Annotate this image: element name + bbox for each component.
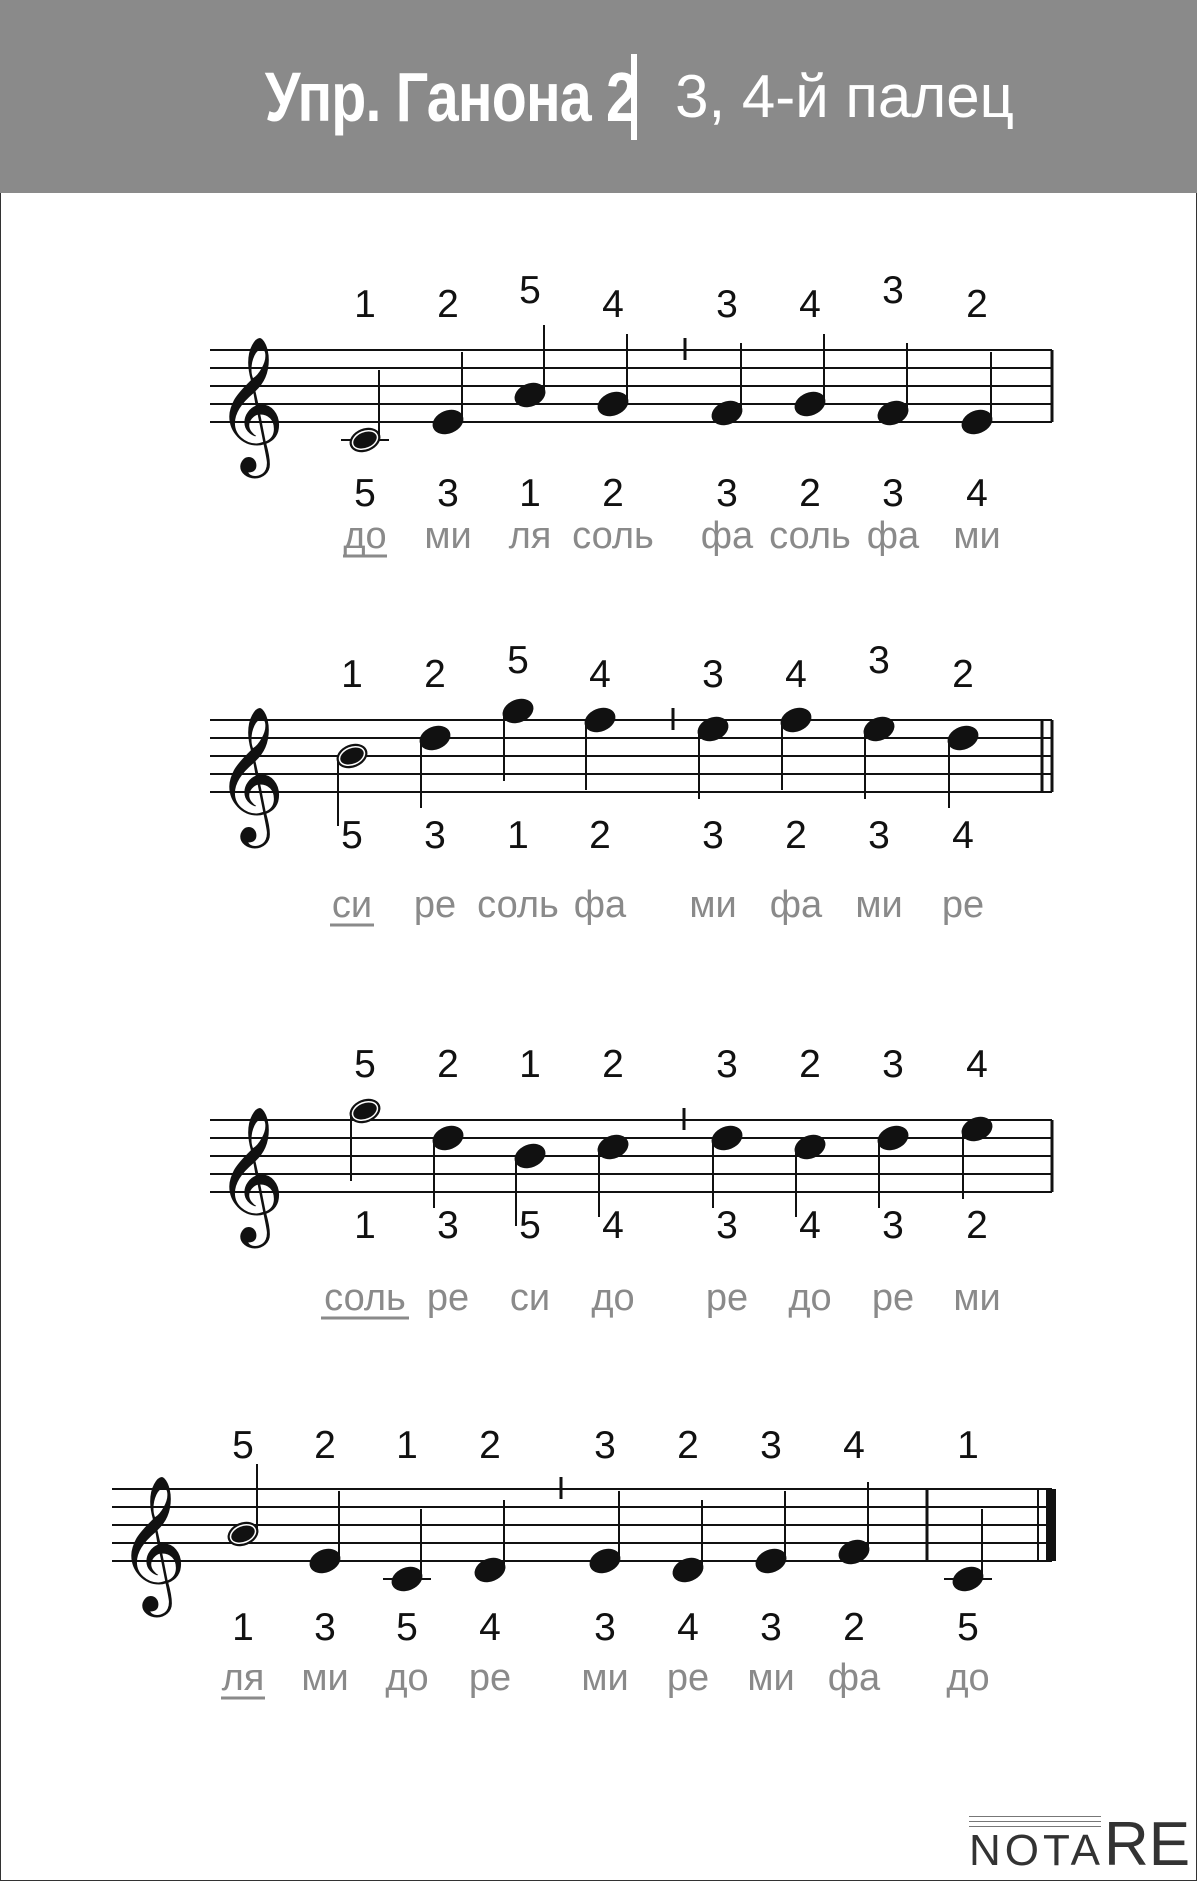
note-syllable: ми	[581, 1657, 629, 1699]
finger-number-right-hand: 3	[594, 1424, 616, 1467]
finger-number-right-hand: 4	[966, 1043, 988, 1086]
finger-number-left-hand: 4	[479, 1606, 501, 1649]
final-barline-thick	[1046, 1489, 1056, 1561]
title-main: Упр. Ганона 2	[264, 57, 638, 136]
finger-number-right-hand: 1	[519, 1043, 541, 1086]
finger-number-right-hand: 5	[519, 269, 541, 312]
finger-number-right-hand: 2	[952, 653, 974, 696]
finger-number-right-hand: 5	[232, 1424, 254, 1467]
note-syllable: фа	[827, 1657, 881, 1699]
note-syllable: ми	[953, 515, 1001, 557]
finger-number-right-hand: 4	[799, 283, 821, 326]
finger-number-right-hand: 3	[882, 269, 904, 312]
finger-number-left-hand: 3	[760, 1606, 782, 1649]
finger-number-left-hand: 2	[602, 472, 624, 515]
finger-number-left-hand: 1	[507, 814, 529, 857]
finger-number-right-hand: 3	[702, 653, 724, 696]
note-syllable: ми	[953, 1277, 1001, 1319]
finger-number-right-hand: 4	[843, 1424, 865, 1467]
finger-number-right-hand: 4	[785, 653, 807, 696]
finger-number-left-hand: 4	[602, 1204, 624, 1247]
note-syllable: ре	[426, 1277, 470, 1319]
finger-number-left-hand: 4	[677, 1606, 699, 1649]
finger-number-left-hand: 5	[341, 814, 363, 857]
finger-number-right-hand: 3	[868, 639, 890, 682]
logo-prefix: NOTA	[969, 1826, 1104, 1875]
note-syllable: соль	[572, 515, 654, 557]
finger-number-left-hand: 4	[952, 814, 974, 857]
finger-number-left-hand: 3	[314, 1606, 336, 1649]
finger-number-left-hand: 5	[957, 1606, 979, 1649]
finger-number-left-hand: 1	[519, 472, 541, 515]
finger-number-right-hand: 3	[882, 1043, 904, 1086]
note-syllable: до	[788, 1277, 832, 1319]
finger-number-right-hand: 3	[716, 283, 738, 326]
note-syllable: ре	[666, 1657, 710, 1699]
logo-suffix: RE	[1103, 1810, 1191, 1879]
finger-number-right-hand: 2	[314, 1424, 336, 1467]
finger-number-left-hand: 4	[799, 1204, 821, 1247]
note-syllable: соль	[769, 515, 851, 557]
title-sub: 3, 4-й палец	[675, 63, 1014, 130]
finger-number-right-hand: 4	[602, 283, 624, 326]
notare-logo	[969, 1810, 1191, 1879]
finger-number-left-hand: 3	[716, 472, 738, 515]
finger-number-right-hand: 1	[341, 653, 363, 696]
finger-number-right-hand: 1	[396, 1424, 418, 1467]
note-syllable: до	[946, 1657, 990, 1699]
note-syllable: ре	[871, 1277, 915, 1319]
treble-clef-icon: 𝄞	[215, 1104, 285, 1242]
finger-number-left-hand: 1	[232, 1606, 254, 1649]
finger-number-left-hand: 2	[966, 1204, 988, 1247]
finger-number-right-hand: 2	[799, 1043, 821, 1086]
finger-number-left-hand: 1	[354, 1204, 376, 1247]
finger-number-right-hand: 5	[354, 1043, 376, 1086]
finger-number-right-hand: 3	[760, 1424, 782, 1467]
finger-number-left-hand: 3	[716, 1204, 738, 1247]
treble-clef-icon: 𝄞	[215, 704, 285, 842]
note-syllable: ля	[221, 1657, 265, 1699]
finger-number-right-hand: 1	[354, 283, 376, 326]
finger-number-left-hand: 3	[702, 814, 724, 857]
finger-number-right-hand: 2	[437, 283, 459, 326]
note-syllable: ми	[689, 884, 737, 926]
finger-number-left-hand: 2	[785, 814, 807, 857]
note-syllable: до	[385, 1657, 429, 1699]
finger-number-left-hand: 5	[519, 1204, 541, 1247]
note-syllable: ре	[413, 884, 457, 926]
finger-number-right-hand: 2	[966, 283, 988, 326]
treble-clef-icon: 𝄞	[117, 1473, 187, 1611]
note-syllable: ми	[424, 515, 472, 557]
note-syllable: ля	[508, 515, 552, 557]
logo-text	[969, 1810, 1191, 1879]
finger-number-right-hand: 2	[602, 1043, 624, 1086]
finger-number-right-hand: 2	[479, 1424, 501, 1467]
finger-number-left-hand: 3	[437, 1204, 459, 1247]
finger-number-left-hand: 4	[966, 472, 988, 515]
note-syllable: ре	[468, 1657, 512, 1699]
note-syllable: ми	[747, 1657, 795, 1699]
finger-number-right-hand: 2	[424, 653, 446, 696]
note-syllable: фа	[700, 515, 754, 557]
note-syllable: ре	[705, 1277, 749, 1319]
finger-number-right-hand: 1	[957, 1424, 979, 1467]
finger-number-left-hand: 3	[424, 814, 446, 857]
finger-number-left-hand: 3	[882, 1204, 904, 1247]
finger-number-left-hand: 2	[589, 814, 611, 857]
note-syllable: си	[509, 1277, 551, 1319]
finger-number-left-hand: 2	[843, 1606, 865, 1649]
finger-number-right-hand: 2	[437, 1043, 459, 1086]
note-syllable: ми	[855, 884, 903, 926]
note-syllable: до	[343, 515, 387, 557]
note-syllable: соль	[477, 884, 559, 926]
finger-number-right-hand: 3	[716, 1043, 738, 1086]
finger-number-right-hand: 2	[677, 1424, 699, 1467]
note-syllable: фа	[573, 884, 627, 926]
finger-number-left-hand: 3	[882, 472, 904, 515]
finger-number-right-hand: 4	[589, 653, 611, 696]
finger-number-right-hand: 5	[507, 639, 529, 682]
treble-clef-icon: 𝄞	[215, 334, 285, 472]
finger-number-left-hand: 3	[437, 472, 459, 515]
note-syllable: ми	[301, 1657, 349, 1699]
finger-number-left-hand: 3	[594, 1606, 616, 1649]
note-syllable: фа	[866, 515, 920, 557]
note-syllable: до	[591, 1277, 635, 1319]
finger-number-left-hand: 5	[354, 472, 376, 515]
finger-number-left-hand: 2	[799, 472, 821, 515]
note-syllable: соль	[324, 1277, 406, 1319]
finger-number-left-hand: 3	[868, 814, 890, 857]
finger-number-left-hand: 5	[396, 1606, 418, 1649]
note-syllable: фа	[769, 884, 823, 926]
note-syllable: си	[331, 884, 373, 926]
note-syllable: ре	[941, 884, 985, 926]
